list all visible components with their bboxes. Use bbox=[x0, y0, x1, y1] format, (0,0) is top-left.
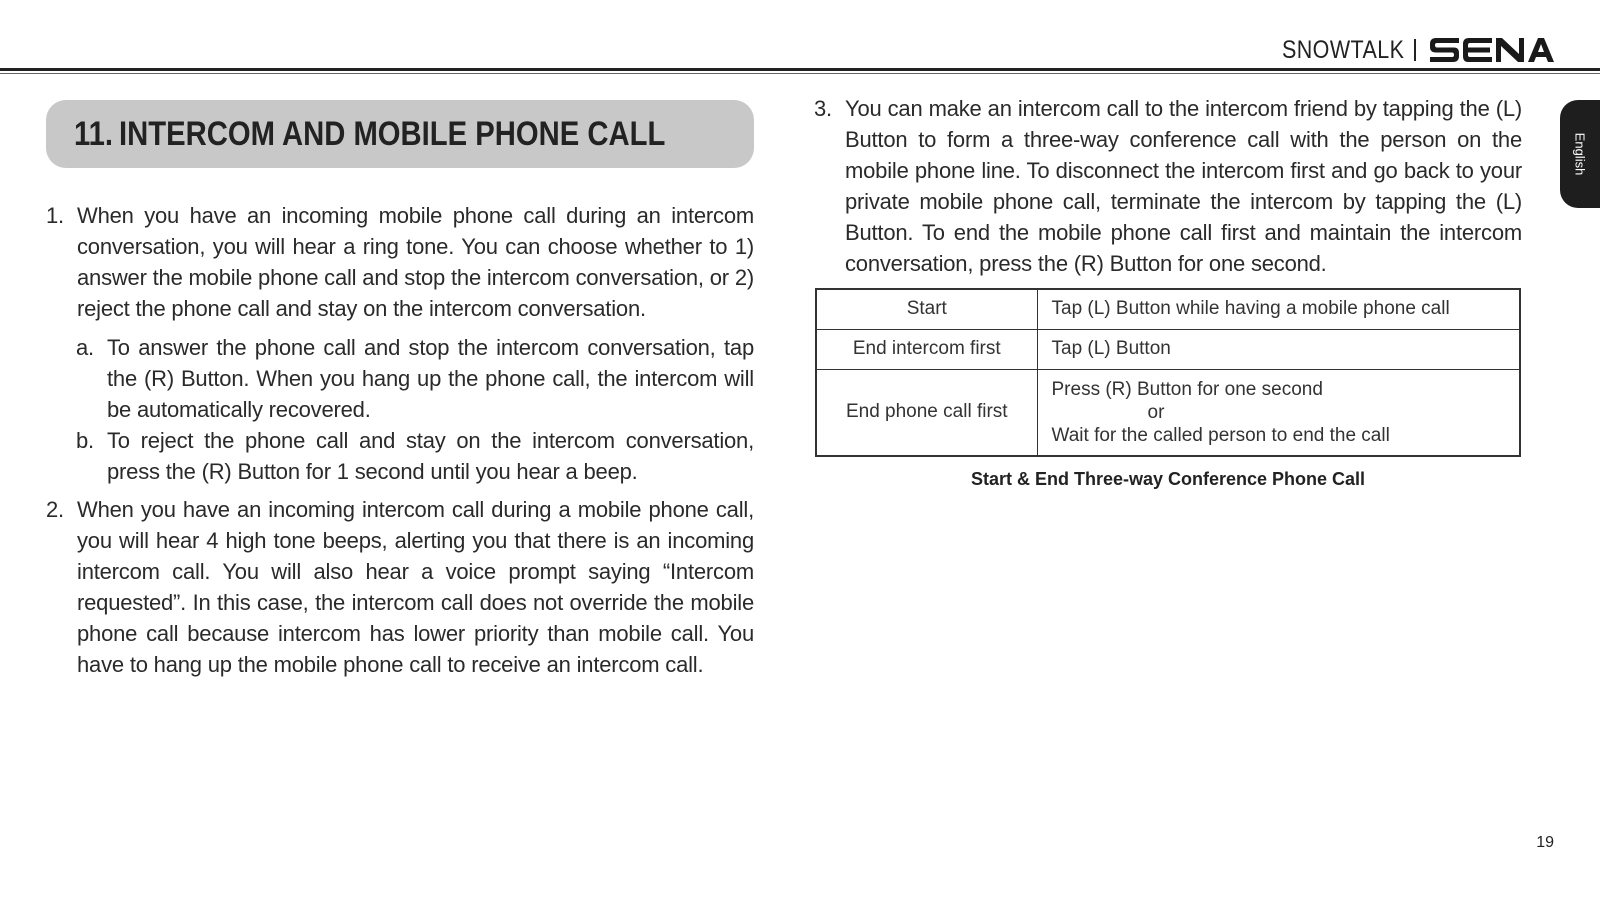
right-column bbox=[814, 93, 1522, 279]
header-rule bbox=[0, 68, 1600, 71]
list-item bbox=[46, 200, 754, 324]
table-key-cell: End intercom first bbox=[816, 329, 1037, 369]
sena-logo bbox=[1430, 38, 1554, 62]
section-title: INTERCOM AND MOBILE PHONE CALL bbox=[119, 114, 666, 153]
table-value-cell bbox=[1037, 369, 1520, 456]
sub-list bbox=[46, 332, 754, 487]
table-value-line: Press (R) Button for one second bbox=[1051, 378, 1323, 400]
list-marker: 2. bbox=[46, 497, 64, 522]
sub-list-item-text: To reject the phone call and stay on the intercom conversation, press the (R) Button for 1 second until you hear a beep. bbox=[107, 428, 754, 484]
page-number: 19 bbox=[1536, 834, 1554, 851]
table-row bbox=[816, 289, 1520, 329]
list-item bbox=[46, 494, 754, 680]
table-key-cell: End phone call first bbox=[816, 369, 1037, 456]
list-marker: 1. bbox=[46, 203, 64, 228]
language-tab bbox=[1560, 100, 1600, 208]
language-label: English bbox=[1572, 132, 1588, 176]
list-item bbox=[814, 93, 1522, 279]
section-heading bbox=[46, 100, 754, 168]
table-row bbox=[816, 369, 1520, 456]
table-value-line: or bbox=[1147, 401, 1165, 423]
list-item-text: When you have an incoming intercom call during a mobile phone call, you will hear 4 high tone beeps, alerting you that there is an incoming intercom call. You will also hear a voice prompt saying “Intercom requested”. In this case, the intercom call does not override the mobile phone call because intercom has lower priority than mobile call. You have to hang up the mobile phone call to receive an intercom call. bbox=[77, 497, 754, 677]
sub-list-item bbox=[76, 425, 754, 487]
list-item-text: When you have an incoming mobile phone call during an intercom conversation, you will hear a ring tone. You can choose whether to 1) answer the mobile phone call and stop the intercom conversation, or 2) reject the phone call and stay on the intercom conversation. bbox=[77, 203, 754, 321]
header-divider bbox=[1414, 39, 1416, 61]
left-column bbox=[46, 100, 754, 680]
table-key-cell: Start bbox=[816, 289, 1037, 329]
table-value-cell: Tap (L) Button bbox=[1037, 329, 1520, 369]
list-item-text: You can make an intercom call to the intercom friend by tapping the (L) Button to form a three-way conference call with the person on the mobile phone line. To disconnect the intercom first and go back to your private mobile phone call, terminate the intercom by tapping the (L) Button. To end the mobile phone call first and maintain the intercom conversation, press the (R) Button for one second. bbox=[845, 96, 1522, 276]
table-row bbox=[816, 329, 1520, 369]
product-name: SNOWTALK bbox=[1281, 35, 1404, 64]
table-caption: Start & End Three-way Conference Phone Call bbox=[970, 469, 1366, 489]
table-value-cell: Tap (L) Button while having a mobile phone call bbox=[1037, 289, 1520, 329]
page-header bbox=[1262, 32, 1554, 68]
section-number: 11. bbox=[74, 114, 114, 153]
sub-list-item bbox=[76, 332, 754, 425]
list-marker: 3. bbox=[814, 96, 832, 121]
table-value-line: Wait for the called person to end the call bbox=[1051, 424, 1390, 446]
conference-call-table bbox=[815, 288, 1521, 457]
sub-list-item-text: To answer the phone call and stop the intercom conversation, tap the (R) Button. When you hang up the phone call, the intercom will be automatically recovered. bbox=[107, 335, 754, 422]
header-rule-thin bbox=[0, 73, 1600, 74]
sub-list-marker: a. bbox=[76, 335, 94, 360]
sub-list-marker: b. bbox=[76, 428, 94, 453]
